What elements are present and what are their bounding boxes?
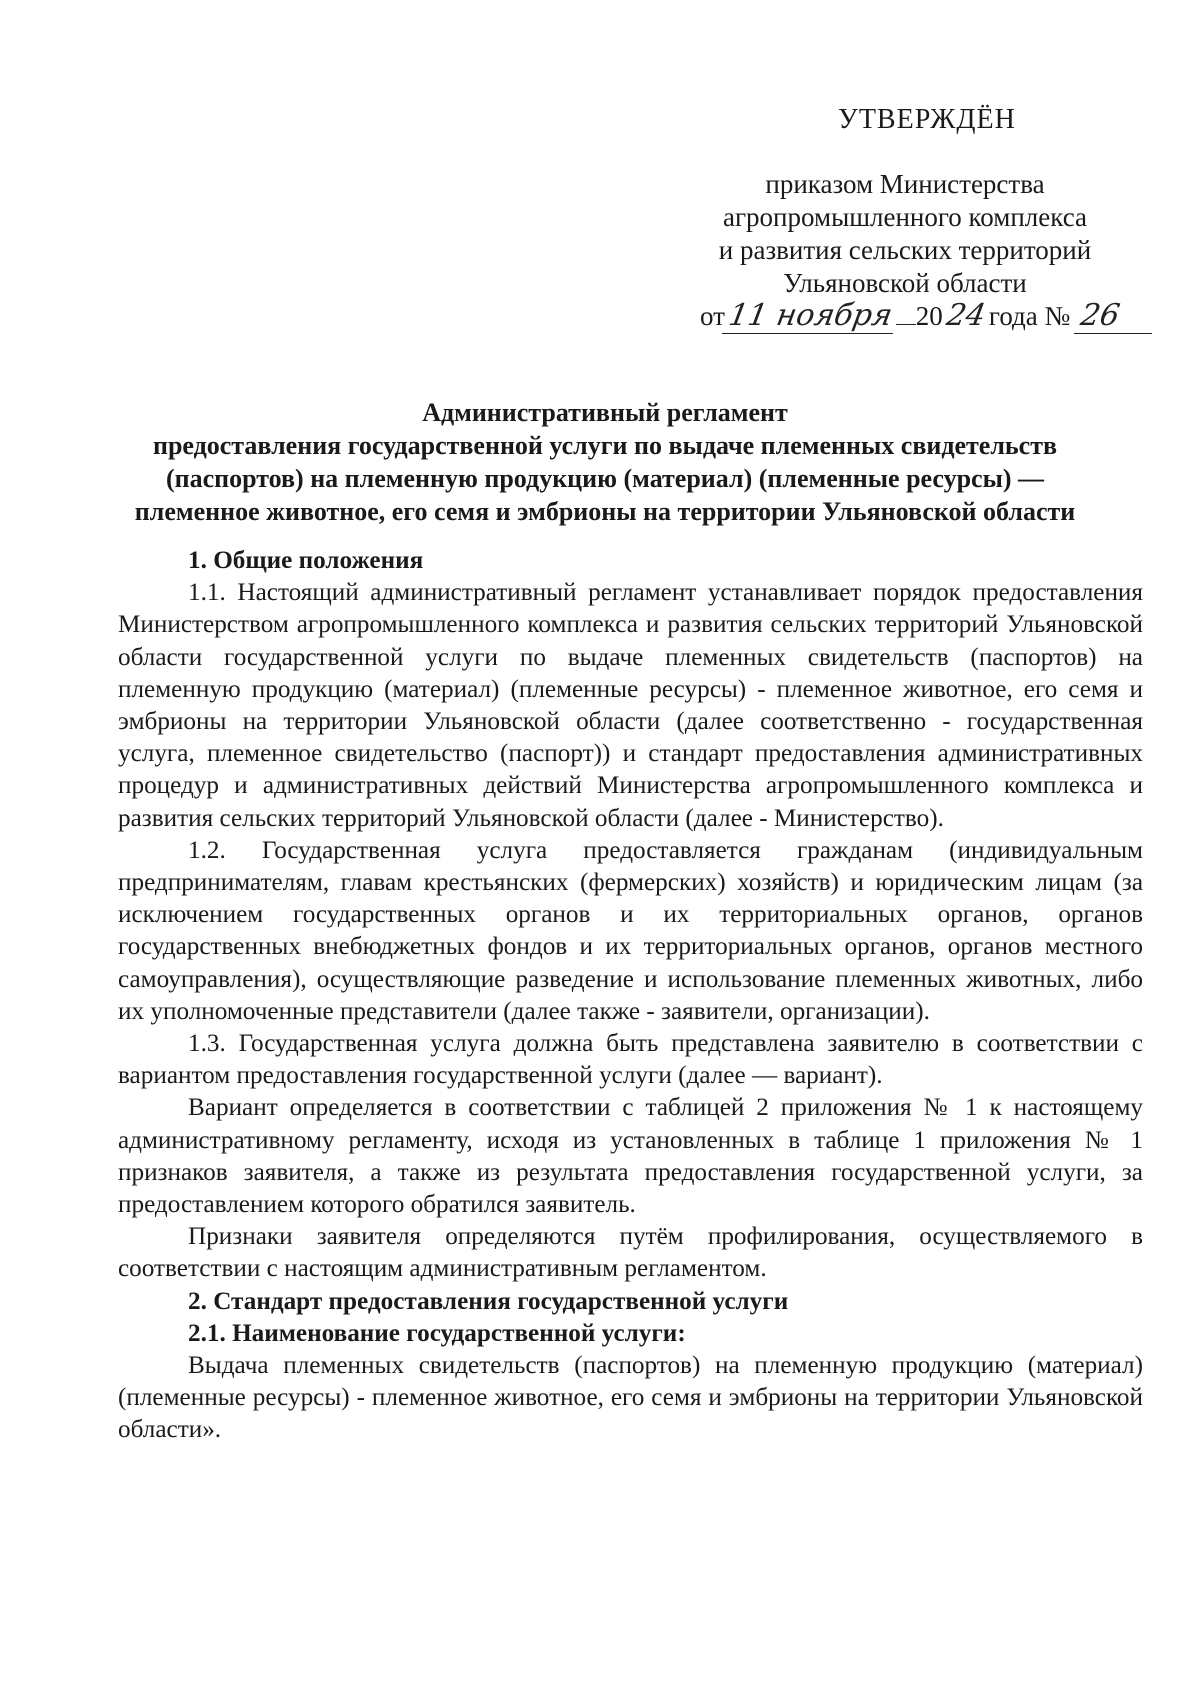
handwritten-year: 24 [943, 298, 989, 333]
document-title [110, 396, 1100, 528]
approval-block [690, 168, 1120, 300]
approval-date-line [700, 298, 1123, 334]
paragraph-1-3: 1.3. Государственная услуга должна быть представлена заявителю в соответствии с вариантом предоставления государственной услуги (далее — вариант). [118, 1030, 1143, 1090]
paragraph-variant: Вариант определяется в соответствии с таблицей 2 приложения № 1 к настоящему административному регламенту, исходя из установленных в таблице 1 приложения № 1 признаков заявителя, а также из результата предоставления государственной услуги, за предоставлением которого обратился заявитель. [118, 1094, 1143, 1219]
paragraph-1-2: 1.2. Государственная услуга предоставляется гражданам (индивидуальным предпринимателям, главам крестьянских (фермерских) хозяйств) и юридическим лицам (за исключением государственных органов и их территориальных органов, органов государственных внебюджетных фондов и их территориальных органов, органов местного самоуправления), осуществляющие разведение и использование племенных животных, либо их уполномоченные представители (далее также - заявители, организации). [118, 836, 1143, 1025]
section-2-heading: 2. Стандарт предоставления государственной услуги [188, 1287, 789, 1315]
date-prefix: от [700, 301, 725, 331]
approval-line: и развития сельских территорий [718, 235, 1092, 265]
title-line: Административный регламент [422, 398, 788, 427]
approval-line: приказом Министерства [765, 169, 1045, 199]
paragraph-1-1: 1.1. Настоящий административный регламент устанавливает порядок предоставления Министерством агропромышленного комплекса и развития сельских территорий Ульяновской области государственной услуги по выдаче племенных свидетельств (паспортов) на племенную продукцию (материал) (племенные ресурсы) - племенное животное, его семя и эмбрионы на территории Ульяновской области (далее соответственно - государственная услуга, племенное свидетельство (паспорт)) и стандарт предоставления административных процедур и административных действий Министерства агропромышленного комплекса и развития сельских территорий Ульяновской области (далее - Министерство). [118, 579, 1143, 832]
date-year-suffix: года № [988, 301, 1071, 331]
paragraph-applicant-signs: Признаки заявителя определяются путём профилирования, осуществляемого в соответствии с настоящим административным регламентом. [118, 1223, 1143, 1283]
approval-line: агропромышленного комплекса [723, 202, 1087, 232]
handwritten-date: 11 ноября [722, 298, 899, 334]
title-line: племенное животное, его семя и эмбрионы на территории Ульяновской области [134, 497, 1076, 526]
section-1-heading: 1. Общие положения [188, 547, 424, 574]
title-line: (паспортов) на племенную продукцию (материал) (племенные ресурсы) — [165, 464, 1045, 493]
handwritten-order-number: 26 [1074, 298, 1158, 334]
section-2-1-heading: 2.1. Наименование государственной услуги: [188, 1319, 686, 1347]
paragraph-2-1: Выдача племенных свидетельств (паспортов) на племенную продукцию (материал) (племенные ресурсы) - племенное животное, его семя и эмбрионы на территории Ульяновской области». [118, 1352, 1143, 1444]
approval-title: УТВЕРЖДЁН [838, 104, 1016, 135]
document-body [118, 545, 1143, 1447]
date-year-prefix: 20 [915, 301, 943, 331]
approval-line: Ульяновской области [783, 268, 1027, 298]
title-line: предоставления государственной услуги по выдаче племенных свидетельств [152, 431, 1058, 460]
